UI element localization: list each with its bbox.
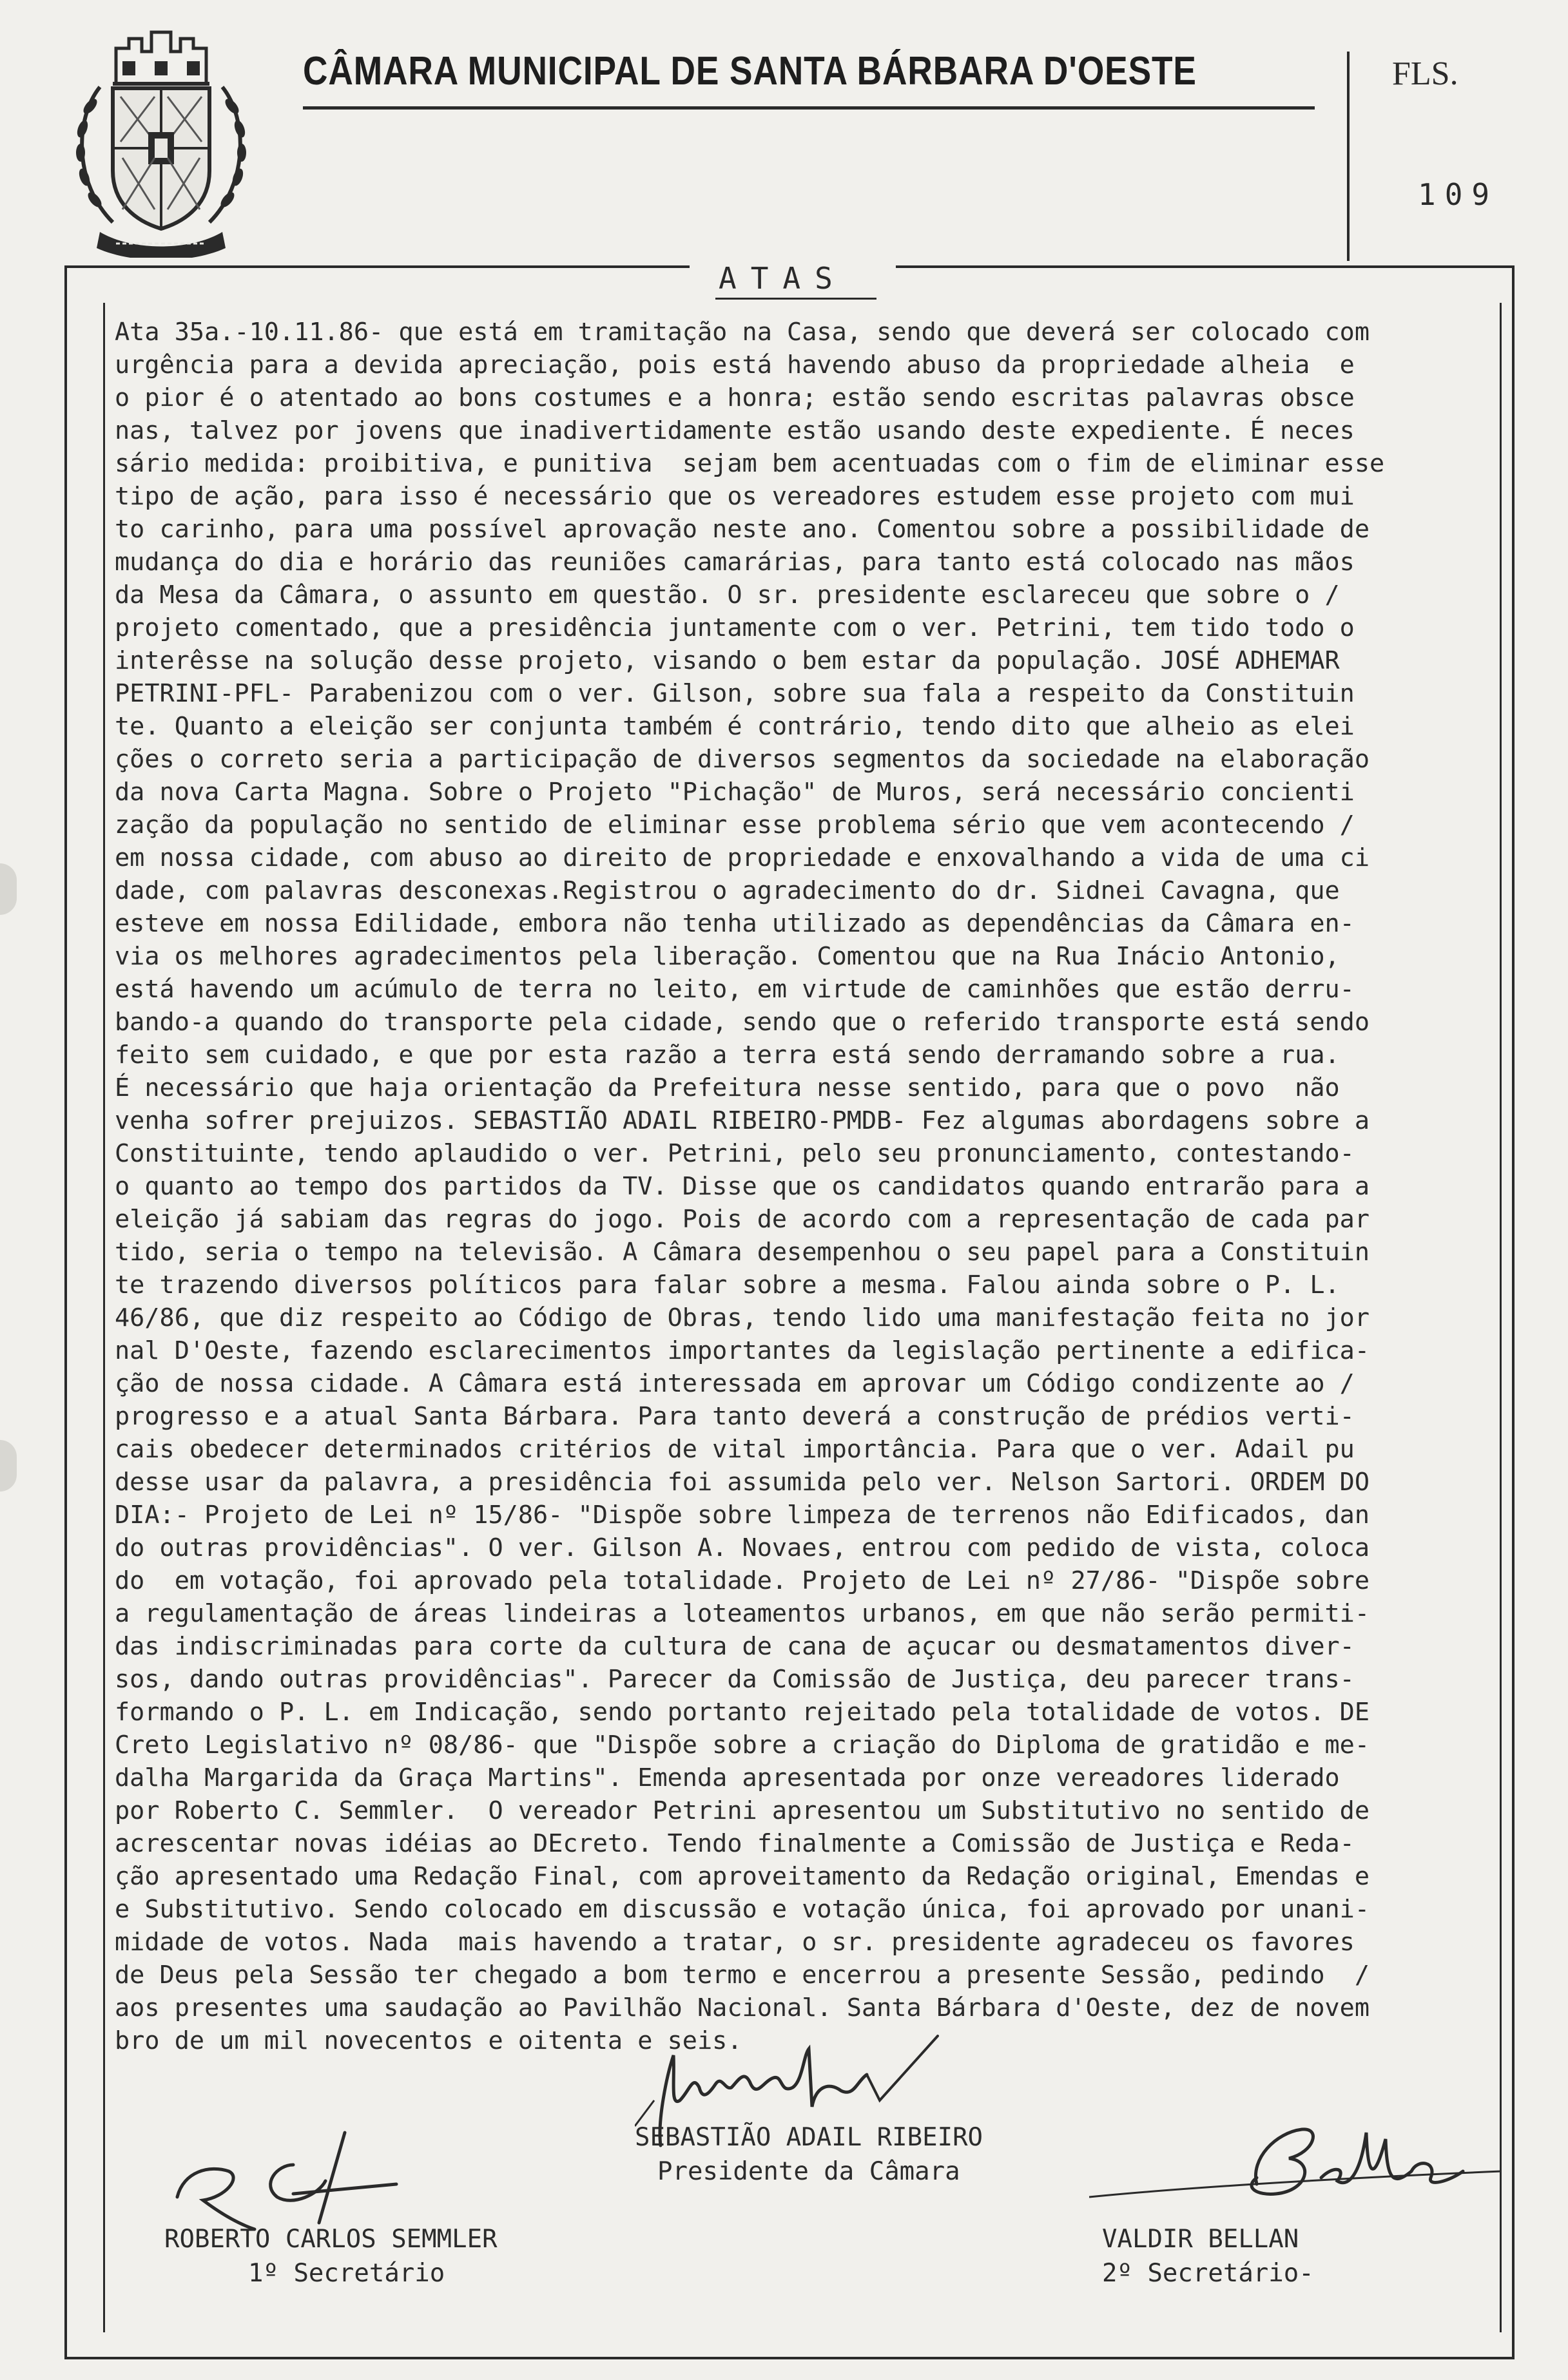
minutes-line: ções o correto seria a participação de diversos segmentos da sociedade na elaboração bbox=[115, 745, 1370, 774]
minutes-body bbox=[115, 316, 1500, 2057]
minutes-line: ção de nossa cidade. A Câmara está interessada em aprovar um Código condizente ao / bbox=[115, 1369, 1355, 1398]
first-secretary-name: ROBERTO CARLOS SEMMLER bbox=[164, 2225, 498, 2254]
minutes-line: nas, talvez por jovens que inadivertidamente estão usando deste expediente. É neces bbox=[115, 416, 1355, 445]
municipal-crest-logo bbox=[61, 16, 261, 258]
hole-punch bbox=[0, 1440, 17, 1492]
minutes-line: eleição já sabiam das regras do jogo. Pois de acordo com a representação de cada par bbox=[115, 1205, 1370, 1234]
minutes-line: sário medida: proibitiva, e punitiva sejam bem acentuadas com o fim de eliminar esse bbox=[115, 449, 1385, 478]
minutes-line: dalha Margarida da Graça Martins". Emenda apresentada por onze vereadores liderado bbox=[115, 1763, 1340, 1792]
minutes-line: via os melhores agradecimentos pela liberação. Comentou que na Rua Inácio Antonio, bbox=[115, 942, 1340, 971]
minutes-line: por Roberto C. Semmler. O vereador Petrini apresentou um Substitutivo no sentido de bbox=[115, 1796, 1370, 1825]
president-role: Presidente da Câmara bbox=[657, 2157, 960, 2186]
minutes-line: feito sem cuidado, e que por esta razão a terra está sendo derramando sobre a rua. bbox=[115, 1041, 1340, 1070]
second-secretary-name: VALDIR BELLAN bbox=[1102, 2225, 1299, 2254]
minutes-line: tido, seria o tempo na televisão. A Câmara desempenhou o seu papel para a Constituin bbox=[115, 1238, 1370, 1267]
minutes-line: o quanto ao tempo dos partidos da TV. Disse que os candidatos quando entrarão para a bbox=[115, 1172, 1370, 1201]
minutes-line: aos presentes uma saudação ao Pavilhão Nacional. Santa Bárbara d'Oeste, dez de novem bbox=[115, 1993, 1370, 2022]
minutes-line: É necessário que haja orientação da Prefeitura nesse sentido, para que o povo não bbox=[115, 1073, 1340, 1102]
minutes-line: em nossa cidade, com abuso ao direito de propriedade e enxovalhando a vida de uma ci bbox=[115, 843, 1370, 872]
minutes-line: acrescentar novas idéias ao DEcreto. Tendo finalmente a Comissão de Justiça e Reda- bbox=[115, 1829, 1355, 1858]
president-name: SEBASTIÃO ADAIL RIBEIRO bbox=[635, 2123, 983, 2152]
minutes-line: do em votação, foi aprovado pela totalidade. Projeto de Lei nº 27/86- "Dispõe sobre bbox=[115, 1566, 1370, 1595]
minutes-line: da nova Carta Magna. Sobre o Projeto "Pichação" de Muros, será necessário concienti bbox=[115, 778, 1355, 807]
minutes-line: progresso e a atual Santa Bárbara. Para tanto deverá a construção de prédios verti- bbox=[115, 1402, 1355, 1431]
minutes-line: 46/86, que diz respeito ao Código de Obras, tendo lido uma manifestação feita no jor bbox=[115, 1303, 1370, 1332]
minutes-line: DIA:- Projeto de Lei nº 15/86- "Dispõe sobre limpeza de terrenos não Edificados, dan bbox=[115, 1501, 1370, 1530]
minutes-line: bro de um mil novecentos e oitenta e seis. bbox=[115, 2026, 742, 2055]
second-secretary-signature bbox=[1089, 2107, 1502, 2216]
minutes-line: o pior é o atentado ao bons costumes e a honra; estão sendo escritas palavras obsce bbox=[115, 383, 1355, 412]
fls-label: FLS. bbox=[1392, 55, 1458, 92]
section-title: ATAS bbox=[719, 261, 847, 296]
minutes-line: midade de votos. Nada mais havendo a tratar, o sr. presidente agradeceu os favores bbox=[115, 1928, 1355, 1957]
minutes-line: projeto comentado, que a presidência juntamente com o ver. Petrini, tem tido todo o bbox=[115, 613, 1355, 642]
minutes-line: ção apresentado uma Redação Final, com aproveitamento da Redação original, Emendas e bbox=[115, 1862, 1370, 1891]
minutes-line: to carinho, para uma possível aprovação neste ano. Comentou sobre a possibilidade de bbox=[115, 515, 1370, 544]
minutes-line: dade, com palavras desconexas.Registrou o agradecimento do dr. Sidnei Cavagna, que bbox=[115, 876, 1340, 905]
page-number: 109 bbox=[1418, 177, 1499, 212]
minutes-line: formando o P. L. em Indicação, sendo portanto rejeitado pela totalidade de votos. DE bbox=[115, 1698, 1370, 1727]
minutes-line: sos, dando outras providências". Parecer da Comissão de Justiça, deu parecer trans- bbox=[115, 1665, 1355, 1694]
minutes-line: Ata 35a.-10.11.86- que está em tramitação na Casa, sendo que deverá ser colocado com bbox=[115, 318, 1370, 347]
minutes-line: de Deus pela Sessão ter chegado a bom termo e encerrou a presente Sessão, pedindo / bbox=[115, 1961, 1370, 1990]
hole-punch bbox=[0, 863, 17, 915]
minutes-line: tipo de ação, para isso é necessário que os vereadores estudem esse projeto com mui bbox=[115, 482, 1355, 511]
institution-title: CÂMARA MUNICIPAL DE SANTA BÁRBARA D'OESTE bbox=[303, 49, 1197, 93]
fls-divider bbox=[1347, 52, 1350, 261]
title-rule bbox=[303, 106, 1315, 110]
minutes-line: cais obedecer determinados critérios de vital importância. Para que o ver. Adail pu bbox=[115, 1435, 1355, 1464]
minutes-line: e Substitutivo. Sendo colocado em discussão e votação única, foi aprovado por unani- bbox=[115, 1895, 1370, 1924]
minutes-line: está havendo um acúmulo de terra no leito, em virtude de caminhões que estão derru- bbox=[115, 975, 1355, 1004]
minutes-line: zação da população no sentido de eliminar esse problema sério que vem acontecendo / bbox=[115, 811, 1355, 840]
minutes-line: desse usar da palavra, a presidência foi assumida pelo ver. Nelson Sartori. ORDEM DO bbox=[115, 1468, 1370, 1497]
minutes-line: PETRINI-PFL- Parabenizou com o ver. Gilson, sobre sua fala a respeito da Constituin bbox=[115, 679, 1355, 708]
minutes-line: da Mesa da Câmara, o assunto em questão. O sr. presidente esclareceu que sobre o / bbox=[115, 581, 1340, 609]
minutes-line: esteve em nossa Edilidade, embora não tenha utilizado as dependências da Câmara en- bbox=[115, 909, 1355, 938]
minutes-line: Creto Legislativo nº 08/86- que "Dispõe sobre a criação do Diploma de gratidão e me- bbox=[115, 1731, 1370, 1760]
minutes-line: interêsse na solução desse projeto, visando o bem estar da população. JOSÉ ADHEMAR bbox=[115, 646, 1340, 675]
minutes-line: urgência para a devida apreciação, pois está havendo abuso da propriedade alheia e bbox=[115, 350, 1355, 379]
section-title-underline bbox=[715, 298, 876, 300]
minutes-line: nal D'Oeste, fazendo esclarecimentos importantes da legislação pertinente a edifica- bbox=[115, 1336, 1370, 1365]
minutes-line: do outras providências". O ver. Gilson A. Novaes, entrou com pedido de vista, coloca bbox=[115, 1533, 1370, 1562]
minutes-line: te. Quanto a eleição ser conjunta também é contrário, tendo dito que alheio as elei bbox=[115, 712, 1355, 741]
minutes-line: mudança do dia e horário das reuniões camarárias, para tanto está colocado nas mãos bbox=[115, 548, 1355, 577]
second-secretary-role: 2º Secretário- bbox=[1102, 2259, 1314, 2288]
minutes-line: das indiscriminadas para corte da cultura de cana de açucar ou desmatamentos diver- bbox=[115, 1632, 1355, 1661]
minutes-line: te trazendo diversos políticos para falar sobre a mesma. Falou ainda sobre o P. L. bbox=[115, 1271, 1340, 1300]
first-secretary-role: 1º Secretário bbox=[248, 2259, 445, 2288]
minutes-line: a regulamentação de áreas lindeiras a loteamentos urbanos, em que não serão permiti- bbox=[115, 1599, 1370, 1628]
minutes-line: Constituinte, tendo aplaudido o ver. Petrini, pelo seu pronunciamento, contestando- bbox=[115, 1139, 1355, 1168]
minutes-line: bando-a quando do transporte pela cidade, sendo que o referido transporte está sendo bbox=[115, 1008, 1370, 1037]
minutes-line: venha sofrer prejuizos. SEBASTIÃO ADAIL RIBEIRO-PMDB- Fez algumas abordagens sobre a bbox=[115, 1106, 1370, 1135]
first-secretary-signature bbox=[164, 2126, 409, 2236]
